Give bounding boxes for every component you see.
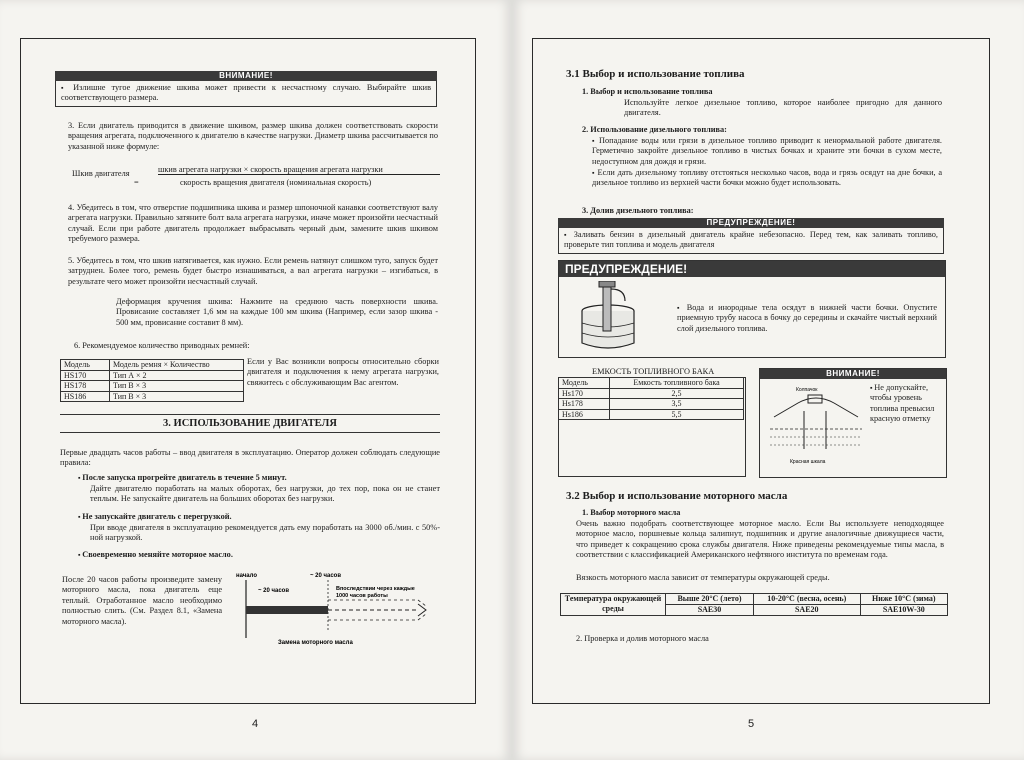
table-row — [61, 391, 244, 402]
tank-cell: 3,5 — [610, 399, 744, 410]
tank-cell: Hs170 — [559, 388, 610, 399]
table-row — [559, 409, 744, 420]
s31-3-title: 3. Долив дизельного топлива: — [582, 206, 694, 215]
warning-box — [55, 71, 437, 107]
belt-cell: Тип В × 3 — [110, 381, 244, 392]
table-row — [561, 594, 948, 605]
belt-header-type: Модель ремня × Количество — [110, 360, 244, 371]
s31-1-text: Используйте легкое дизельное топливо, которое наиболее пригодно для данного двигателя. — [624, 98, 942, 118]
item-5-definition: Деформация кручения шкива: Нажмите на среднюю часть поверхности шкива. Провисание составляет 1,6 мм на каждые 100 мм шкива (Например, если зазор шкива - 500 мм, провисание составит 8 мм). — [116, 297, 438, 327]
rule-2-text: При вводе двигателя в эксплуатацию рекомендуется дать ему поработать на 3000 об./мин. с 50%-ной нагрузкой. — [90, 523, 440, 543]
s31-2-bullet-2: ▪ Если дать дизельному топливу отстояться несколько часов, вода и грязь осядут на дне бочки, а дизельное топливо из верхней части бочки можно будет использовать. — [592, 168, 942, 189]
formula-denominator: скорость вращения двигателя (номинальная скорость) — [180, 178, 372, 187]
formula-eq: = — [134, 178, 139, 187]
attention-title: ВНИМАНИЕ! — [760, 369, 946, 379]
oil-change-text: После 20 часов работы произведите замену моторного масла, пока двигатель еще теплый. Отработанное масло необходимо полностью слить. (См. Раздел 8.1, «Замена моторного масла). — [62, 575, 222, 626]
diagram-arrow-upper — [328, 600, 426, 606]
diagram-start-label: начало — [236, 573, 258, 579]
rule-3-title: ▪ Своевременно меняйте моторное масло. — [78, 550, 438, 560]
belt-header-model: Модель — [61, 360, 110, 371]
belt-cell: Тип В × 3 — [110, 391, 244, 402]
fuel-level-attention-box — [759, 368, 947, 478]
diagram-arrow-lower — [328, 614, 426, 620]
item-5: 5. Убедитесь в том, что шкив натягивается, как нужно. Если ремень натянут слишком туго, запуск будет затруднен. Более того, ремень будет быстро изнашиваться, а вал агрегата нагрузки – изгибаться, в результате чего может произойти несчастный случай. — [68, 256, 438, 286]
barrel-warning-title: ПРЕДУПРЕЖДЕНИЕ! — [559, 261, 945, 277]
table-row — [559, 399, 744, 410]
belt-cell: HS186 — [61, 391, 110, 402]
warning-text: ▪ Излишне тугое движение шкива может привести к несчастному случаю. Выбирайте шкив соответствующего размера. — [55, 81, 437, 107]
formula-lhs: Шкив двигателя — [72, 169, 130, 178]
table-row — [61, 360, 244, 371]
oil-cell: SAE20 — [753, 605, 860, 616]
oil-header-temp: Температура окружающей среды — [561, 594, 666, 616]
belt-cell: HS178 — [61, 381, 110, 392]
rule-1-title: ▪ После запуска прогрейте двигатель в течение 5 минут. — [78, 473, 438, 483]
diagram-caption: Замена моторного масла — [278, 640, 353, 646]
diagram-20h-label-a: ~ 20 часов — [258, 588, 290, 594]
belt-cell: Тип А × 2 — [110, 370, 244, 381]
oil-table — [560, 593, 948, 616]
rule-1-text: Дайте двигателю поработать на малых оборотах, без нагрузки, до тех пор, пока он не станет теплым. Не запускайте двигатель на больших оборотах без нагрузки. — [90, 484, 440, 504]
oil-header-spring: 10-20°C (весна, осень) — [753, 594, 860, 605]
red-scale-label: Красная шкала — [790, 459, 826, 465]
oil-header-winter: Ниже 10°C (зима) — [860, 594, 947, 605]
tank-header-capacity: Емкость топливного бака — [610, 378, 744, 389]
cap-label: Колпачок — [796, 387, 818, 393]
rule-2-title: ▪ Не запускайте двигатель с перегрузкой. — [78, 512, 438, 522]
s32-1-title: 1. Выбор моторного масла — [582, 508, 681, 517]
tank-table — [558, 377, 744, 420]
item-6: 6. Рекомендуемое количество приводных ремней: — [74, 341, 250, 350]
fuel-warning-title: ПРЕДУПРЕЖДЕНИЕ! — [558, 218, 944, 228]
diagram-later-label: Впоследствии через каждые 1000 часов работы — [336, 586, 415, 599]
s32-2-title: 2. Проверка и долив моторного масла — [576, 634, 709, 643]
barrel-warning-text: ▪ Вода и инородные тела осядут в нижней части бочки. Опустите приемную трубу насоса в бочку до середины и скачайте чистый верхний слой дизельного топлива. — [677, 303, 937, 334]
fuel-warning-box — [558, 218, 944, 254]
page-number-left: 4 — [252, 718, 259, 730]
tank-table-box — [558, 377, 746, 477]
diagram-20h-label-b: ~ 20 часов — [310, 573, 342, 579]
section-3-2-title: 3.2 Выбор и использование моторного масла — [566, 490, 788, 502]
item-3: 3. Если двигатель приводится в движение шкивом, размер шкива должен соответствовать скорости вращения агрегата, подключенного к двигателю в качестве нагрузки. Диаметр шкива рассчитывается по указанной ниже формуле: — [68, 121, 438, 151]
belt-table — [60, 359, 244, 402]
intro-text: Первые двадцать часов работы – ввод двигателя в эксплуатацию. Оператор должен соблюдать следующие правила: — [60, 448, 440, 468]
page-number-right: 5 — [748, 718, 755, 730]
s31-2-bullet-1: ▪ Попадание воды или грязи в дизельное топливо приводит к ненормальной работе двигателя. Герметично закройте дизельное топливо в чистых бочках и храните эти бочки в сухом месте, недоступном для дождя и грязи. — [592, 136, 942, 167]
item-4: 4. Убедитесь в том, что отверстие подшипника шкива и размер шпоночной канавки соответствуют валу агрегата нагрузки. Правильно затяните болт вала агрегата нагрузки, иначе может произойти несчастный случай. Если при работе двигатель продолжает выбрасывать черный дым, замените шкив шкивом требуемого размера. — [68, 203, 438, 244]
barrel-warning-box — [558, 260, 946, 358]
tank-cell: Hs186 — [559, 409, 610, 420]
oil-change-diagram — [228, 568, 452, 648]
tank-header-model: Модель — [559, 378, 610, 389]
oil-cell: SAE10W-30 — [860, 605, 947, 616]
table-row — [559, 388, 744, 399]
section-3-title: 3. ИСПОЛЬЗОВАНИЕ ДВИГАТЕЛЯ — [60, 414, 440, 433]
diagram-arrow-head — [418, 604, 426, 616]
oil-header-summer: Выше 20°C (лето) — [666, 594, 754, 605]
barrel-pump-icon — [573, 281, 643, 353]
tank-cell: Hs178 — [559, 399, 610, 410]
table-row — [61, 381, 244, 392]
table-row — [61, 370, 244, 381]
table-row — [559, 378, 744, 389]
belt-note: Если у Вас возникли вопросы относительно сборки двигателя и подключения к нему агрегата нагрузки, свяжитесь с обслуживающим Вас агентом. — [247, 357, 439, 387]
section-3-1-title: 3.1 Выбор и использование топлива — [566, 68, 745, 80]
diagram-bar — [246, 606, 328, 614]
fuel-tank-level-icon — [764, 383, 868, 473]
s32-1-text-2: Вязкость моторного масла зависит от температуры окружающей среды. — [576, 573, 830, 582]
warning-title: ВНИМАНИЕ! — [55, 71, 437, 81]
tank-title: ЕМКОСТЬ ТОПЛИВНОГО БАКА — [592, 367, 715, 376]
tank-cell: 2,5 — [610, 388, 744, 399]
s32-1-text: Очень важно подобрать соответствующее моторное масло. Если Вы используете неподходящее моторное масло, поршневые кольца залипнут, подшипник и другие аналогичные движущиеся части, что приведет к сокращению срока службы двигателя. Ниже приведены рекомендуемые типы масла, в соответствии с классификацией Американского нефтяного института по временам года. — [576, 519, 944, 560]
s31-1-title: 1. Выбор и использование топлива — [582, 87, 713, 96]
tank-cell: 5,5 — [610, 409, 744, 420]
formula-numerator: шкив агрегата нагрузки × скорость вращения агрегата нагрузки — [158, 165, 440, 175]
formula — [72, 165, 442, 189]
fuel-warning-text: ▪ Заливать бензин в дизельный двигатель крайне небезопасно. Перед тем, как заливать топливо, проверьте тип топлива и модель двигателя — [558, 228, 944, 254]
belt-cell: HS170 — [61, 370, 110, 381]
oil-cell: SAE30 — [666, 605, 754, 616]
attention-text: ▪ Не допускайте, чтобы уровень топлива превысил красную отметку — [870, 383, 940, 425]
right-page — [512, 0, 1024, 760]
s31-2-title: 2. Использование дизельного топлива: — [582, 125, 727, 134]
